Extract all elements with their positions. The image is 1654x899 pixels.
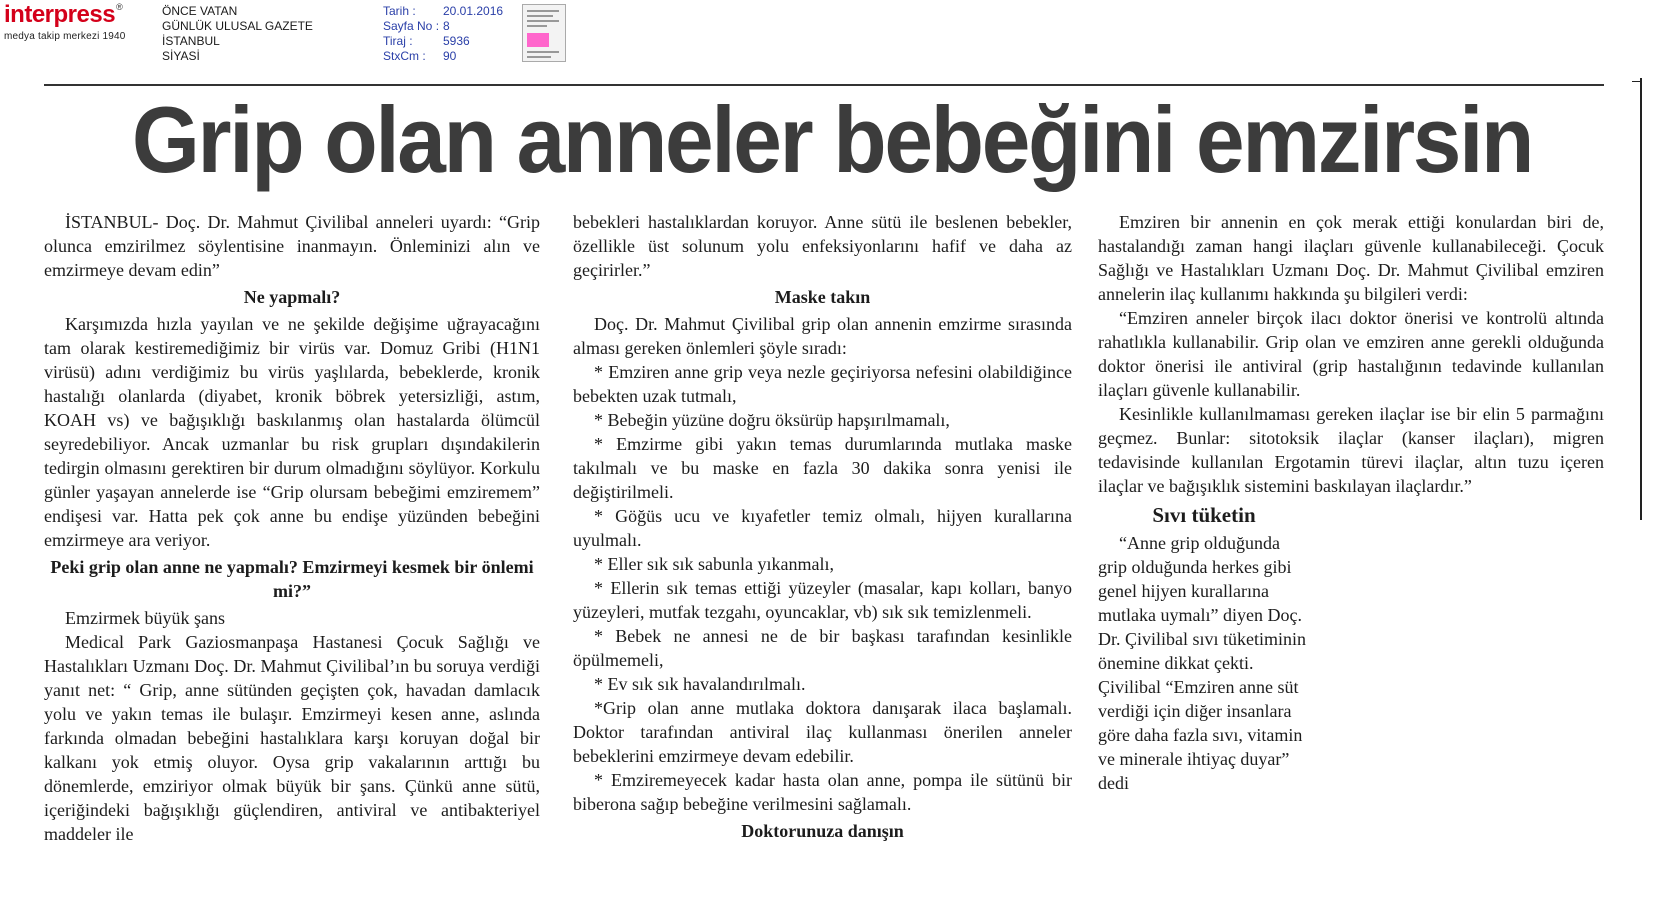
list-item: * Emzirme gibi yakın temas durumlarında mutlaka maske takılmalı ve bu maske en fazla 30 dakika sonra yenisi ile değiştirilmeli. [573,434,1072,502]
top-rule [44,84,1604,86]
logo-wordmark: interpress [4,1,116,28]
meta-circulation: Tiraj : 5936 [383,34,470,48]
right-border-tick [1632,81,1642,82]
article-headline: Grip olan anneler bebeğini emzirsin [131,87,1533,192]
article-column-3 [1098,210,1604,795]
right-border [1640,78,1642,520]
body-paragraph: “Emziren anneler birçok ilacı doktor önerisi ve kontrolü altında rahatlıkla kullanabilir. Grip olan ve emziren anne gerekli olduğunda doktor önerisi ile antiviral (grip hastalığının tedavinde kullanılan ilaçları güvenle kullanabilir. [1098,308,1604,400]
list-item: * Emziren anne grip veya nezle geçiriyorsa nefesini olabildiğince bebekten uzak tutmalı, [573,362,1072,406]
subheading-maske-takin: Maske takın [774,287,871,307]
list-item: * Ev sık sık havalandırılmalı. [594,674,806,694]
list-item: * Bebek ne annesi ne de bir başkası tarafından kesinlikle öpülmemeli, [573,626,1072,670]
meta-date: Tarih : 20.01.2016 [383,4,504,18]
body-paragraph: Emziren bir annenin en çok merak ettiği konulardan biri de, hastalandığı zaman hangi ilaçları güvenle kullanabileceği. Çocuk Sağlığı ve Hastalıkları Uzmanı Doç. Dr. Mahmut Çivilibal emziren annelerin ilaç kullanımı hakkında şu bilgileri verdi: [1098,212,1604,304]
publication-name: ÖNCE VATAN [162,4,238,18]
body-paragraph: Medical Park Gaziosmanpaşa Hastanesi Çocuk Sağlığı ve Hastalıkları Uzmanı Doç. Dr. Mahmut Çivilibal’ın bu soruya verdiği yanıt net: “ Grip, anne sütünden geçişten çok, havadan damlacık yolu ve yakın temas ile bulaşır. Emzirmeyi kesen anne, aslında farkında olmadan bebeğini hastalıklara karşı koruyan doğal bir kalkanı yok etmiş oluyor. Oysa grip vakalarının arttığı bu dönemlerde, emziriyor olmak büyük bir şans. Çünkü anne sütü, içeriğindeki bağışıklığı güçlendiren, antiviral ve antibakteriyel maddeler ile [44,632,540,844]
body-paragraph: Emzirmek büyük şans [65,608,225,628]
body-paragraph: “Anne grip olduğunda grip olduğunda herkes gibi genel hijyen kurallarına mutlaka uymalı” diyen Doç. Dr. Çivilibal sıvı tüketiminin önemine dikkat çekti. Çivilibal “Emziren anne süt verdiği için diğer insanlara göre daha fazla sıvı, vitamin ve minerale ihtiyaç duyar” dedi [1098,533,1307,793]
page-thumbnail [522,4,566,62]
publication-type: GÜNLÜK ULUSAL GAZETE [162,19,313,33]
body-paragraph: Karşımızda hızla yayılan ve ne şekilde değişime uğrayacağını tam olarak kestiremediğimiz bir virüs var. Domuz Gribi (H1N1 virüsü) adını verdiğimiz bu virüs yaşlılarda, bebeklerde, kronik hastalığı olanlarda (diyabet, kronik böbrek yetersizliği, astım, KOAH vs) ve bağışıklığı baskılanmış olan hastalarda ölümcül seyredebiliyor. Ancak uzmanlar bu risk grupları dışındakilerin tedirgin olmasını gerektiren bir durum olmadığını söylüyor. Korkulu günler yaşayan annelerde ise “Grip olursam bebeğimi emziremem” endişesi var. Hatta pek çok anne bu endişe yüzünden bebeğini emzirmeye ara veriyor. [44,314,540,550]
list-item: * Ellerin sık temas ettiği yüzeyler (masalar, kapı kolları, banyo yüzeyleri, mutfak tezgahı, oyuncaklar, vb) sık sık temizlenmeli. [573,578,1072,622]
list-item: * Bebeğin yüzüne doğru öksürüp hapşırılmamalı, [594,410,950,430]
article-column-1 [44,210,540,846]
list-item: *Grip olan anne mutlaka doktora danışarak ilaca başlamalı. Doktor tarafından antiviral ilaç kullanması önerilen anneler bebeklerini emzirmeye devam edebilir. [573,698,1072,766]
list-item: * Göğüs ucu ve kıyafetler temiz olmalı, hijyen kurallarına uyulmalı. [573,506,1072,550]
narrow-text-block [1098,531,1310,795]
logo-tagline: medya takip merkezi 1940 [4,31,126,42]
clip-metadata [383,4,503,64]
meta-stxcm: StxCm : 90 [383,49,457,63]
body-paragraph: bebekleri hastalıklardan koruyor. Anne sütü ile beslenen bebekler, özellikle üst solunum yolu enfeksiyonlarını hafif ve daha az geçirirler.” [573,212,1072,280]
subheading-doktorunuza-danisin: Doktorunuza danışın [741,821,904,841]
interpress-logo [4,2,146,48]
publication-info [162,4,313,64]
subheading-sivi-tuketin: Sıvı tüketin [1152,503,1256,527]
publication-city: İSTANBUL [162,34,220,48]
body-paragraph: Doç. Dr. Mahmut Çivilibal grip olan annenin emzirme sırasında alması gereken önlemleri şöyle sıradı: [573,314,1072,358]
body-paragraph: Kesinlikle kullanılmaması gereken ilaçlar ise bir elin 5 parmağını geçmez. Bunlar: sitotoksik ilaçlar (kanser ilaçları), migren tedavisinde kullanılan Ergotamin türevi ilaçlar, altın tuzu içeren ilaçlar ve bağışıklık sistemini baskılayan ilaçlardır.” [1098,404,1604,496]
lead-paragraph: İSTANBUL- Doç. Dr. Mahmut Çivilibal anneleri uyardı: “Grip olunca emzirilmez söylentisine inanmayın. Önleminizi alın ve emzirmeye devam edin” [44,212,540,280]
meta-page: Sayfa No : 8 [383,19,450,33]
article-column-2 [573,210,1072,846]
subheading-question: Peki grip olan anne ne yapmalı? Emzirmeyi kesmek bir önlemi mi?” [50,557,534,601]
list-item: * Emziremeyecek kadar hasta olan anne, pompa ile sütünü bir biberona sağıp bebeğine verilmesini sağlamalı. [573,770,1072,814]
thumbnail-highlight [527,33,549,47]
list-item: * Eller sık sık sabunla yıkanmalı, [594,554,834,574]
publication-section: SİYASİ [162,49,200,63]
subheading-ne-yapmali: Ne yapmalı? [243,287,341,307]
registered-mark: ® [116,2,123,12]
